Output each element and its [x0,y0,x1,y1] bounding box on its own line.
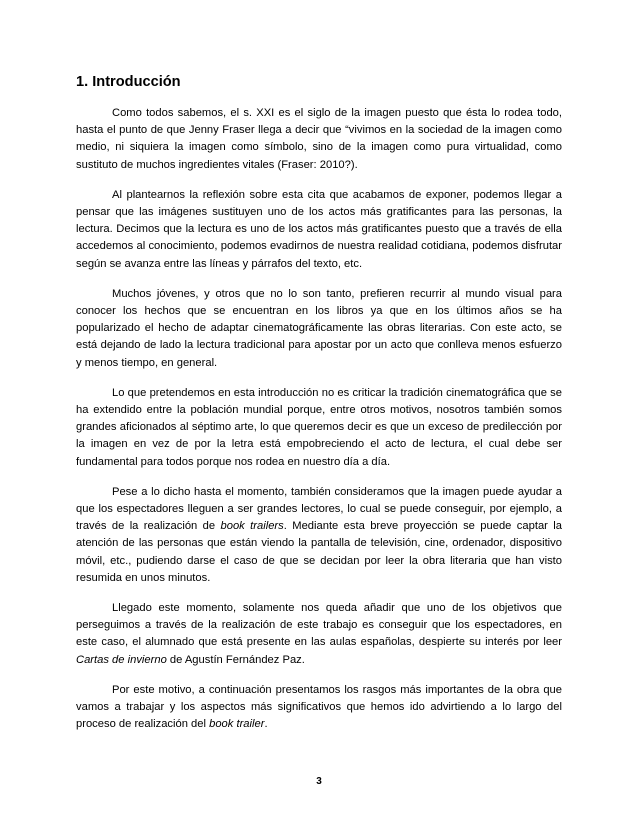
paragraph-text: Llegado este momento, solamente nos queda añadir que uno de los objetivos que perseguimos a través de la realización de este trabajo es conseguir que los espectadores, en este caso, el alumnado que está presente en las aulas españolas, despierte su interés por leer [76,602,562,649]
paragraph-6 [76,600,562,669]
page-content [76,72,562,747]
paragraph-text: de Agustín Fernández Paz. [166,653,305,666]
paragraph-text: Pese a lo dicho hasta el momento, también consideramos que la imagen puede ayudar a que los espectadores lleguen a ser grandes lectores, lo cual se puede conseguir, por ejemplo, a través de la realización de [76,485,562,533]
paragraph-5 [76,484,562,587]
italic-book-title: Cartas de invierno [76,653,167,666]
paragraph-4 [76,385,562,471]
paragraph-text: Lo que pretendemos en esta introducción no es criticar la tradición cinematográfica que se ha extendido entre la población mundial porque, entre otros motivos, nosotros también somos grandes aficionados al séptimo arte, lo que queremos decir es que un exceso de predilección por la imagen en vez de por la letra está empobreciendo el acto de lectura, el cual debe ser fundamental para todos porque nos rodea en nuestro día a día. [76,386,562,468]
italic-term-book-trailer: book trailer [209,718,265,731]
italic-term-book-trailers: book trailers [220,520,284,533]
paragraph-2 [76,187,562,273]
paragraph-1 [76,105,562,174]
section-heading: 1. Introducción [76,74,181,90]
paragraph-7 [76,682,562,734]
paragraph-text: Como todos sabemos, el s. XXI es el siglo de la imagen puesto que ésta lo rodea todo, hasta el punto de que Jenny Fraser llega a decir que “vivimos en la sociedad de la imagen como medio, ni siquiera la imagen como símbolo, sino de la imagen como pura virtualidad, como sustituto de muchos ingredientes vitales (Fraser: 2010?). [76,107,562,171]
page-number: 3 [316,776,322,787]
paragraph-text: Al plantearnos la reflexión sobre esta cita que acabamos de exponer, podemos llegar a pensar que las imágenes sustituyen uno de los actos más gratificantes para las personas, la lectura. Decimos que la lectura es uno de los actos más gratificantes puesto que a través de ella accedemos al conocimiento, podemos evadirnos de nuestra realidad cotidiana, podemos disfrutar según se avanza entre las líneas y párrafos del texto, etc. [76,188,562,270]
paragraph-text: Por este motivo, a continuación presentamos los rasgos más importantes de la obra que vamos a trabajar y los aspectos más significativos que hemos ido advirtiendo a lo largo del proceso de realización del [76,683,562,731]
paragraph-3 [76,286,562,372]
paragraph-text: Muchos jóvenes, y otros que no lo son tanto, prefieren recurrir al mundo visual para conocer los hechos que se encuentran en los libros ya que en los últimos años se ha popularizado el hecho de adaptar cinematográficamente las obras literarias. Con este acto, se está dejando de lado la lectura tradicional para apostar por un acto que conlleva menos esfuerzo y menos tiempo, en general. [76,287,562,369]
paragraph-text: . [264,718,268,731]
paragraph-text: . Mediante esta breve proyección se puede captar la atención de las personas que están viendo la pantalla de televisión, cine, ordenador, dispositivo móvil, etc., pudiendo darse el caso de que se decidan por leer la obra literaria que han visto resumida en unos minutos. [76,520,562,584]
